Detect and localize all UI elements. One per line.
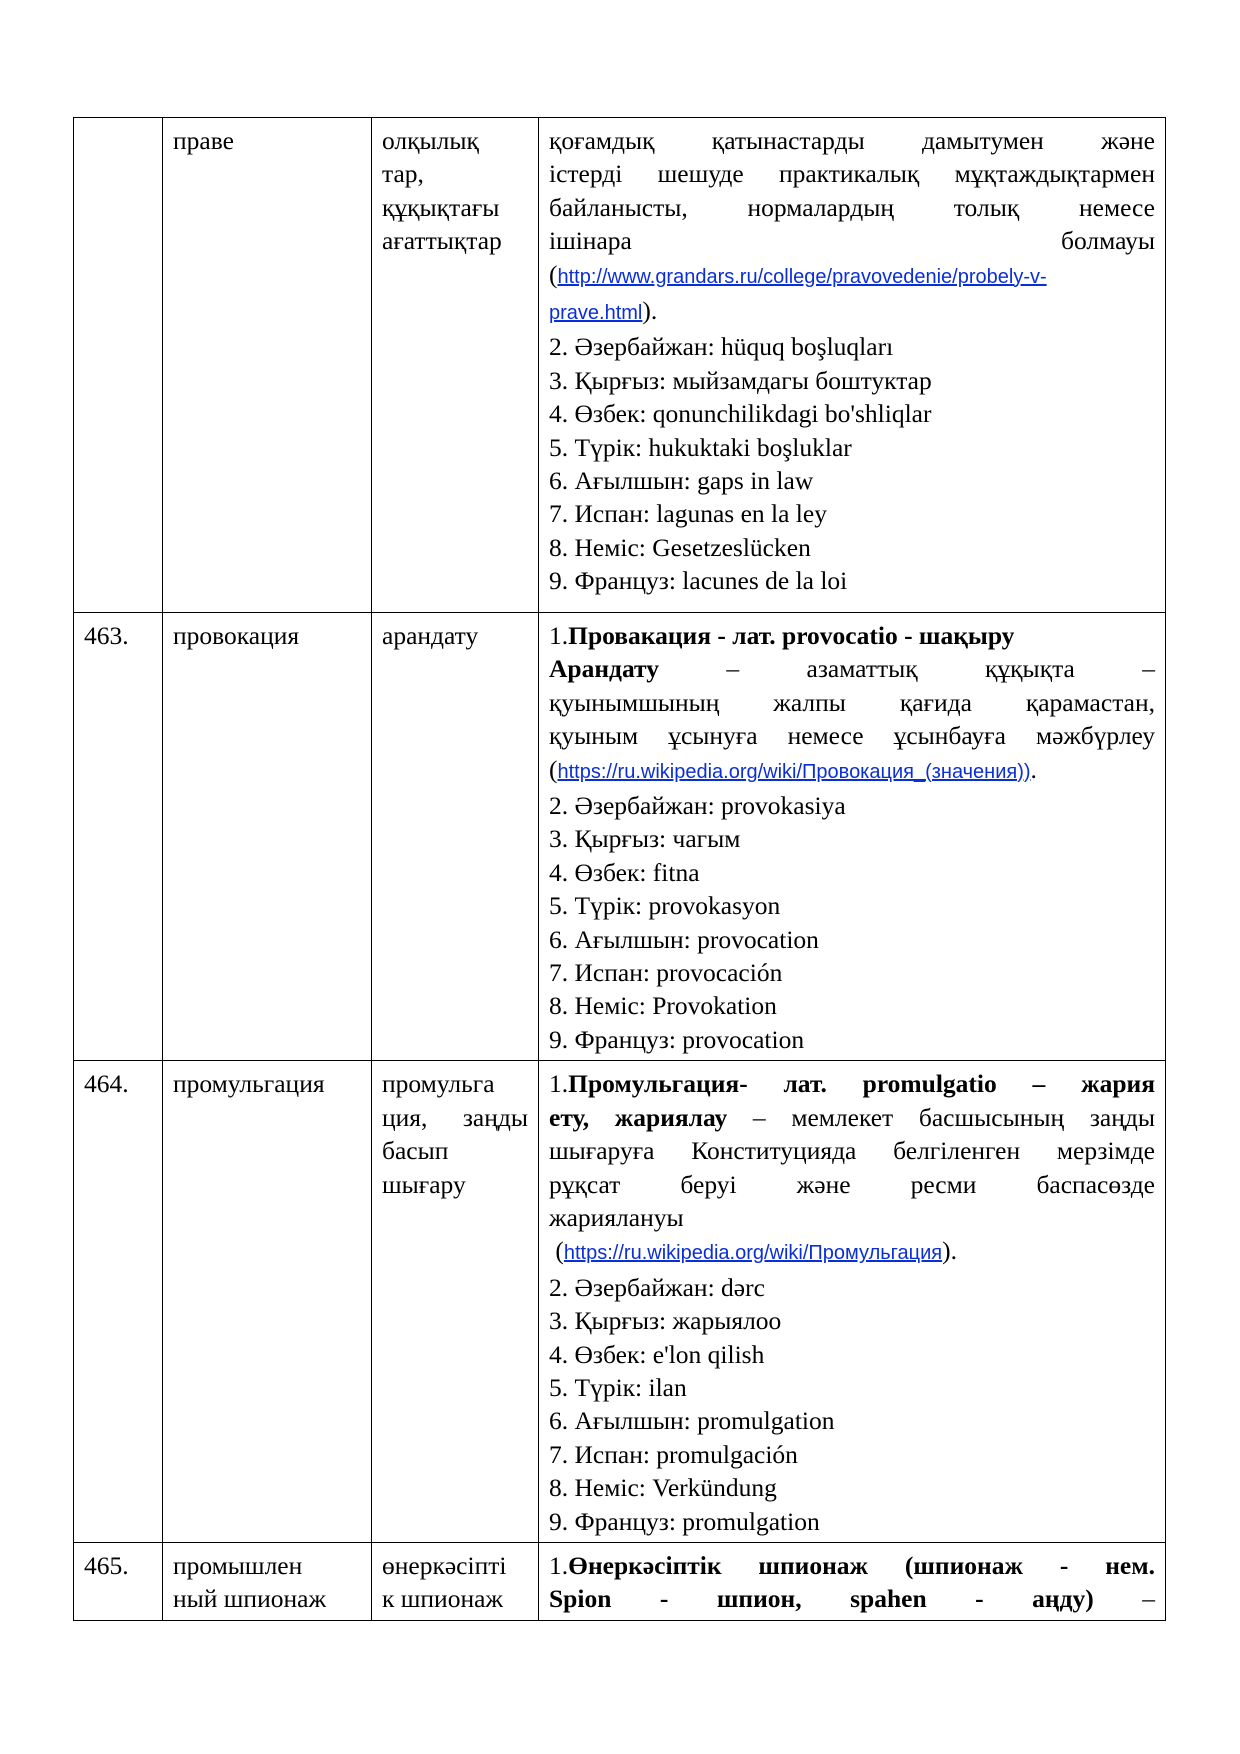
definition-bold: Провакация - лат. provocatio - шақыру bbox=[568, 621, 1015, 650]
entry-number: 464. bbox=[74, 1061, 163, 1543]
definition-cell bbox=[539, 1542, 1166, 1620]
translation-line: 5. Түрік: provokasyon bbox=[549, 891, 781, 921]
translation-line: 5. Түрік: hukuktaki boşluklar bbox=[549, 432, 852, 462]
translation-line: 7. Испан: promulgación bbox=[549, 1439, 798, 1469]
term-russian: провокация bbox=[163, 613, 372, 1061]
definition-bold: Промульгация- лат. promulgatio – жария bbox=[568, 1069, 1155, 1099]
translation-line: 9. Француз: lacunes de la loi bbox=[549, 566, 848, 596]
term-kazakh-line: к шпионаж bbox=[382, 1584, 504, 1614]
source-link-line bbox=[549, 294, 1155, 330]
definition-bold: ету, жариялау bbox=[549, 1102, 728, 1132]
term-russian bbox=[163, 1542, 372, 1620]
definition-cell bbox=[539, 118, 1166, 613]
term-kazakh-line: басып bbox=[382, 1136, 449, 1166]
paren-close: ). bbox=[642, 296, 658, 326]
translation-line: 4. Өзбек: qonunchilikdagi bo'shliqlar bbox=[549, 399, 932, 429]
source-link-line bbox=[549, 258, 1155, 294]
translation-line: 4. Өзбек: e'lon qilish bbox=[549, 1339, 765, 1369]
source-link-line bbox=[549, 1234, 1155, 1270]
paren-open: ( bbox=[549, 1236, 564, 1266]
definition-heading bbox=[549, 1067, 1155, 1100]
term-kazakh-line: шығару bbox=[382, 1169, 466, 1199]
translation-line: 8. Неміс: Gesetzeslücken bbox=[549, 532, 811, 562]
translation-line: 4. Өзбек: fitna bbox=[549, 857, 700, 887]
term-kazakh bbox=[372, 118, 539, 613]
term-kazakh-line: ция, заңды bbox=[382, 1102, 528, 1132]
definition-line: ішінара болмауы bbox=[549, 226, 1155, 256]
term-russian-line: промышлен bbox=[173, 1550, 303, 1580]
source-link[interactable]: http://www.grandars.ru/college/pravovedenie/probely-v- bbox=[557, 265, 1047, 288]
source-link[interactable]: https://ru.wikipedia.org/wiki/Промульгация bbox=[563, 1242, 943, 1265]
definition-line: қоғамдық қатынастарды дамытумен және bbox=[549, 126, 1155, 155]
definition-line: қуынымшының жалпы қағида қарамастан, bbox=[549, 687, 1155, 717]
term-kazakh-line: ағаттықтар bbox=[382, 226, 502, 256]
source-link[interactable]: https://ru.wikipedia.org/wiki/Провокация_(значения)) bbox=[557, 760, 1031, 783]
definition-line: рұқсат беруі және ресми баспасөзде bbox=[549, 1169, 1155, 1199]
table-row bbox=[74, 1542, 1166, 1620]
terms-table bbox=[73, 117, 1166, 1621]
translation-line: 3. Қырғыз: чагым bbox=[549, 824, 741, 854]
definition-prefix: 1. bbox=[549, 1550, 569, 1580]
term-kazakh bbox=[372, 613, 539, 1061]
entry-number: 465. bbox=[74, 1542, 163, 1620]
paren-close: ). bbox=[942, 1236, 957, 1266]
term-russian-line: ный шпионаж bbox=[173, 1584, 327, 1614]
translation-line: 9. Француз: promulgation bbox=[549, 1506, 820, 1536]
term-kazakh-line: өнеркәсіпті bbox=[382, 1550, 507, 1580]
definition-text: – азаматтық құқықта – bbox=[726, 654, 1155, 684]
definition-bold: Өнеркәсіптік шпионаж (шпионаж - нем. bbox=[568, 1550, 1155, 1580]
term-kazakh-line: тар, bbox=[382, 159, 424, 189]
paren-close: . bbox=[1030, 754, 1037, 784]
translation-line: 8. Неміс: Verkündung bbox=[549, 1473, 777, 1503]
definition-heading bbox=[549, 619, 1155, 652]
translation-line: 3. Қырғыз: мыйзамдагы боштуктар bbox=[549, 365, 932, 395]
definition-text: – мемлекет басшысының заңды bbox=[727, 1102, 1155, 1132]
translation-line: 7. Испан: provocación bbox=[549, 958, 783, 988]
definition-bold: Арандату bbox=[549, 654, 659, 684]
entry-number: 463. bbox=[74, 613, 163, 1061]
term-kazakh-line: арандату bbox=[382, 621, 479, 650]
translation-line: 2. Әзербайжан: provokasiya bbox=[549, 791, 846, 821]
entry-number bbox=[74, 118, 163, 613]
translation-line: 3. Қырғыз: жарыялоо bbox=[549, 1306, 782, 1336]
definition-line: байланысты, нормалардың толық немесе bbox=[549, 192, 1155, 222]
definition-line bbox=[549, 1101, 1155, 1134]
term-kazakh bbox=[372, 1061, 539, 1543]
translation-line: 6. Ағылшын: provocation bbox=[549, 924, 819, 954]
translation-line: 5. Түрік: ilan bbox=[549, 1372, 687, 1402]
term-russian: промульгация bbox=[163, 1061, 372, 1543]
table-row bbox=[74, 118, 1166, 613]
source-link[interactable]: prave.html bbox=[549, 302, 643, 325]
translation-line: 8. Неміс: Provokation bbox=[549, 991, 777, 1021]
paren-open: ( bbox=[549, 754, 558, 784]
definition-line: қуыным ұсынуға немесе ұсынбауға мәжбүрлеу bbox=[549, 721, 1155, 751]
translation-line: 2. Әзербайжан: dərc bbox=[549, 1272, 765, 1302]
translation-line: 9. Француз: provocation bbox=[549, 1024, 805, 1054]
source-link-line bbox=[549, 753, 1155, 789]
translation-line: 6. Ағылшын: promulgation bbox=[549, 1406, 835, 1436]
term-kazakh-line: олқылық bbox=[382, 126, 479, 155]
definition-cell bbox=[539, 1061, 1166, 1543]
definition-bold: Spion - шпион, spahen - аңду) bbox=[549, 1584, 1094, 1614]
paren-open: ( bbox=[549, 259, 558, 289]
table-row bbox=[74, 1061, 1166, 1543]
definition-line: шығаруға Конституцияда белгіленген мерзімде bbox=[549, 1136, 1155, 1166]
term-russian: праве bbox=[163, 118, 372, 613]
translation-line: 2. Әзербайжан: hüquq boşluqları bbox=[549, 332, 894, 362]
term-kazakh-line: құқықтағы bbox=[382, 192, 500, 222]
translation-line: 7. Испан: lagunas en la ley bbox=[549, 499, 827, 529]
translation-line: 6. Ағылшын: gaps in law bbox=[549, 466, 814, 496]
definition-line bbox=[549, 652, 1155, 685]
definition-prefix: 1. bbox=[549, 1069, 569, 1099]
term-kazakh bbox=[372, 1542, 539, 1620]
definition-line bbox=[549, 1582, 1155, 1615]
term-kazakh-line: промульга bbox=[382, 1069, 495, 1099]
definition-heading bbox=[549, 1549, 1155, 1582]
definition-prefix: 1. bbox=[549, 621, 569, 650]
definition-cell bbox=[539, 613, 1166, 1061]
table-row bbox=[74, 613, 1166, 1061]
definition-line: істерді шешуде практикалық мұқтаждықтармен bbox=[549, 159, 1155, 189]
definition-line: жариялануы bbox=[549, 1202, 684, 1232]
definition-text: – bbox=[1093, 1584, 1156, 1614]
